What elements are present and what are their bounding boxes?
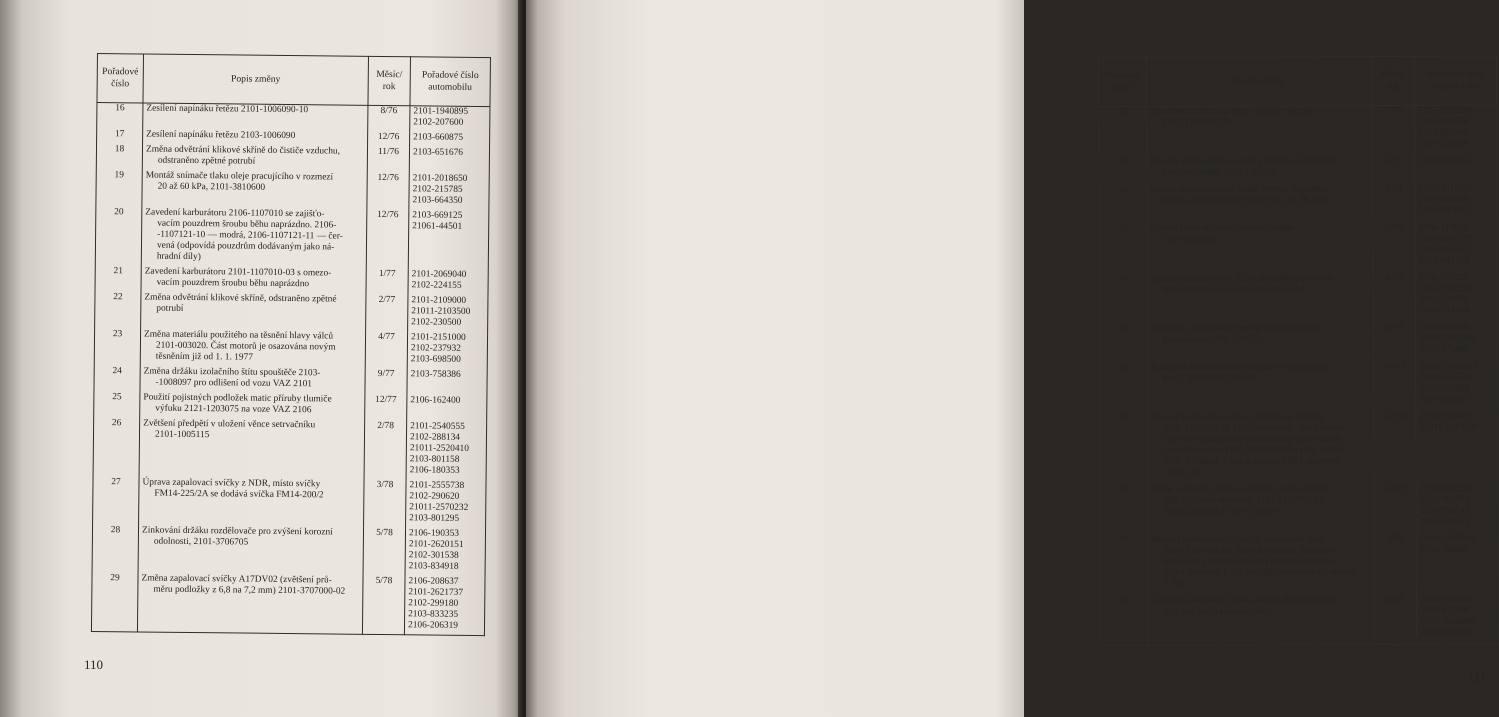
car-number: 2102-301538 [408, 549, 459, 561]
changes-table-left [91, 53, 491, 636]
table-row [95, 291, 488, 332]
row-number: 36 [1100, 412, 1148, 484]
car-number: 2101-1940895 [413, 106, 469, 117]
row-number: 33 [1099, 273, 1147, 323]
car-number: 2103-983321 [1419, 394, 1470, 405]
table-row [94, 365, 487, 395]
description-line: Zesílení napínáku řetězu 2103-1006090 [146, 129, 296, 141]
description-line: 2105-1107010-20 s příslušenstvím. Nový karbu- [1163, 422, 1346, 434]
car-number: 2101-3268210 [1419, 533, 1475, 544]
car-number: 2101-2109000 [411, 294, 467, 306]
car-numbers [406, 480, 486, 529]
change-date: 2/78 [364, 420, 407, 479]
description-line: rátor lze montovat na staré motory pouze spolu [1163, 433, 1341, 445]
change-description [138, 525, 363, 575]
car-number: 2101-3167520 [1419, 372, 1474, 383]
description-line: Změna místa označení bloků motorů, doplněna [1150, 183, 1327, 195]
car-numbers [1416, 361, 1498, 411]
row-number: 19 [96, 169, 142, 206]
description-line: Zesílení napínáku řetězu 2101-1006090-10 [146, 103, 309, 116]
car-number: 2101-3167200 [1418, 333, 1474, 344]
description-line: Přímé seříznutí výfukové trubky, nové značení [1151, 483, 1327, 495]
description-line: Změna odvětrání klikové skříně do čističe vzduchu, [145, 144, 340, 157]
left-page [0, 0, 522, 717]
table-body [1099, 105, 1499, 645]
table-body [91, 103, 490, 636]
car-numbers [409, 147, 489, 174]
car-numbers [404, 576, 485, 636]
description-line: Montáž snímače tlaku oleje pracujícího v rozmezí [145, 170, 334, 182]
table-row [1100, 483, 1498, 534]
car-number: 2101-2069040 [411, 268, 467, 280]
change-date: 12/79 [1374, 483, 1416, 533]
car-number: 2103-669125 [412, 209, 463, 221]
change-description [1147, 156, 1373, 185]
car-number: 2103-995541 [1419, 505, 1470, 516]
car-number: 2102-375400 [1419, 344, 1470, 355]
row-number: 35 [1100, 362, 1148, 412]
car-number: 2103-758386 [410, 368, 461, 380]
description-line: kat. č. 2101-1002060-01 [1163, 372, 1256, 384]
car-numbers [408, 210, 489, 270]
row-number: 39 [1100, 595, 1148, 645]
car-number: 21011-2570232 [409, 501, 469, 513]
car-number: 2103-801295 [409, 512, 460, 524]
car-number: 21011-2103500 [411, 305, 471, 317]
car-number: 2106-359660 [1419, 411, 1470, 422]
car-number: 2102-224155 [411, 279, 462, 291]
description-line: č. 36). [1163, 578, 1188, 589]
table-row [95, 265, 488, 295]
description-line: výfuku 2121-1203075 na voze VAZ 2106 [155, 403, 312, 415]
change-date: 5/79 [1373, 155, 1415, 183]
car-number: 2102-299180 [408, 597, 459, 609]
table-row [1099, 322, 1497, 362]
car-number: 2101-2621737 [408, 586, 464, 598]
changes-table-right [1098, 56, 1499, 646]
table-row [1099, 105, 1497, 156]
table-row [96, 144, 489, 174]
row-number: 34 [1099, 323, 1147, 362]
row-number: 17 [97, 129, 143, 144]
row-number: 31 [1099, 156, 1147, 184]
table-row [94, 391, 487, 421]
row-number: 18 [96, 144, 142, 170]
row-number: 33 [1099, 223, 1147, 273]
change-description [1148, 362, 1374, 413]
description-line: bily s motorem 1 200 cm³ (příslušenství viz změna [1163, 566, 1355, 578]
row-number: 38 [1100, 534, 1148, 595]
change-date: 2/77 [366, 294, 408, 331]
header-car-number: Pořadové číslo automobilu [410, 57, 491, 107]
car-number: 2106-350548 [1418, 322, 1469, 333]
car-number: 2102-230500 [411, 316, 462, 328]
description-line: dílů výfukové soustavy: 2101-1201005-01, [1163, 494, 1326, 506]
change-date: 3/78 [364, 479, 407, 527]
table-header [1099, 56, 1497, 106]
change-description [1148, 595, 1374, 646]
description-line: Montáž výfukového potrubí s přímým seříznutím [1150, 155, 1336, 167]
description-line: FM14-225/2A se dodává svíčka FM14-200/2 [154, 488, 324, 500]
header-month-year: Měsíc/ rok [368, 56, 411, 105]
table-row [93, 417, 487, 480]
description-line: Zinkování držáku rozdělovače pro zvýšení korozní [141, 524, 333, 537]
change-date: 5/78 [363, 527, 406, 575]
change-description [140, 392, 365, 420]
description-line: Změna materiálu použitého na těsnění hlavy válců [144, 329, 334, 341]
car-number: 2103-833235 [408, 608, 459, 620]
description-line: Použití pojistných podložek matic příruby tlumiče [143, 392, 332, 404]
row-number: 37 [1100, 484, 1148, 534]
car-number: 2106-320120 [1418, 272, 1469, 283]
description-line: vat pouze s příslušenstvím i na starší automo- [1163, 555, 1335, 567]
car-numbers [1415, 155, 1497, 183]
car-number: 2101-2018650 [412, 172, 468, 184]
description-line: Změna držáku izolačního štítu spouštěče 2103- [143, 366, 321, 378]
car-number: 2102-355634 [1418, 194, 1469, 205]
description-line: vená (odpovídá pouzdrům dodávaným jako ná- [156, 240, 335, 252]
description-line: Úprava zapalovací svíčky z NDR, místo svíčky [142, 477, 321, 489]
car-numbers [1415, 272, 1497, 322]
car-numbers [409, 173, 489, 211]
change-description [142, 144, 367, 172]
car-number: 2103-974164 [1418, 305, 1469, 316]
description-line: ústrojí řetězu za účelem snížení hluku [1162, 283, 1305, 295]
car-numbers [407, 395, 487, 422]
change-description [1147, 273, 1373, 324]
car-number: 2102-389402 [1419, 544, 1470, 555]
description-line: -1008097 pro odlišení od vozu VAZ 2101 [155, 377, 313, 389]
table-row [1099, 183, 1497, 223]
table-row [91, 572, 485, 635]
car-numbers [1415, 183, 1497, 222]
car-numbers [408, 269, 488, 296]
car-number: 2101-2620151 [408, 538, 464, 550]
description-line: těsněním již od 1. 1. 1977 [155, 351, 254, 363]
right-page [526, 0, 1487, 717]
change-date: 9/77 [365, 368, 407, 394]
car-number: 2103-850347 [1418, 127, 1469, 138]
car-number: 2103-664350 [412, 194, 463, 206]
change-description [140, 329, 365, 368]
change-date: 4/77 [365, 331, 407, 368]
header-description: Popis změny [1147, 57, 1373, 107]
change-description [1148, 484, 1374, 535]
change-description [141, 292, 366, 331]
change-description [1147, 223, 1373, 274]
table-row [95, 206, 489, 269]
car-number: 21011-3143610 [1419, 361, 1479, 372]
header-description: Popis změny [143, 54, 369, 105]
car-number: 2101-2555738 [409, 479, 465, 491]
description-line: 2101-003020. Část motorů je osazována novým [155, 340, 336, 353]
car-number: 2102-290620 [409, 490, 460, 502]
car-number: 2102-412600 [1419, 605, 1470, 616]
car-numbers [410, 132, 490, 148]
description-line: odstraněno zpětné potrubí [157, 155, 256, 167]
car-number: 2102-375628 [1419, 383, 1470, 394]
row-number: 32 [1099, 184, 1147, 223]
table-row [1100, 411, 1498, 484]
change-description [140, 366, 365, 394]
car-numbers [1415, 105, 1497, 155]
car-number: 2103-698500 [410, 353, 461, 365]
table-row [97, 103, 490, 133]
car-number: 2103-945853 [1418, 205, 1469, 216]
car-number: 2106-310894 [1418, 155, 1469, 166]
change-description [141, 266, 366, 294]
row-number: 27 [93, 476, 140, 524]
description-line: Použito žebrované víko rozvodu o větší tuhosti, [1151, 361, 1330, 373]
page-number: 111 [1468, 670, 1487, 685]
table-row [94, 328, 487, 369]
change-description [1147, 184, 1373, 224]
description-line: potrubí [156, 303, 184, 314]
change-description [139, 418, 365, 479]
change-description [1147, 323, 1373, 363]
change-date: 5/78 [362, 575, 405, 634]
table-row [1099, 155, 1497, 184]
car-number: 2101-2540555 [410, 420, 465, 432]
row-number: 28 [92, 524, 139, 572]
change-description [142, 170, 367, 209]
change-description [141, 207, 367, 268]
row-number: 21 [95, 265, 141, 291]
car-number: 2106-208637 [408, 575, 459, 587]
car-numbers [1416, 533, 1498, 594]
car-number: 2101-3130265 [1418, 283, 1474, 294]
change-date: 5/79 [1373, 222, 1415, 272]
change-date: 12/76 [367, 172, 409, 209]
description-line: měru podložky z 6,8 na 7,2 mm) 2101-3707000-02 [153, 584, 346, 597]
change-date: 9/79 [1373, 322, 1415, 361]
car-number: 21011-3217930 [1419, 422, 1479, 433]
description-line: 2102-1201003 a 2103-1201005 [1163, 505, 1282, 517]
table-row [92, 524, 485, 576]
table-row [1100, 533, 1498, 595]
change-date: 1/80 [1374, 533, 1416, 594]
header-number: Pořadové číslo [1099, 57, 1147, 106]
table-header [97, 54, 490, 107]
row-number: 22 [95, 291, 141, 328]
description-line: 2101-1005115 [154, 429, 210, 440]
description-line: hradní díly) [156, 251, 201, 262]
car-number: 2101-3201861 [1419, 483, 1475, 494]
car-number: 2103-651676 [412, 146, 464, 158]
table-row [96, 169, 489, 210]
description-line: odolnosti, 2101-3706705 [153, 536, 249, 548]
change-description [1147, 106, 1373, 157]
description-line: vacím pouzdrem šroubu běhu naprázdno. 2106- [157, 218, 337, 231]
change-description [139, 477, 364, 527]
row-number: 29 [91, 572, 138, 631]
description-line: Změna rozměrů tyčky 2101-1006068 napínacího [1150, 272, 1335, 284]
car-number: 2103-1059286 [1419, 616, 1475, 627]
car-numbers [408, 295, 488, 333]
row-number: 23 [94, 328, 140, 365]
description-line: Zvětšení předpětí v uložení věnce setrvačníku [143, 418, 316, 430]
description-line: Montáž karburátoru Ozon 20 katalogové číslo [1151, 411, 1324, 423]
car-number: 2103-660875 [413, 131, 464, 143]
car-number: 2103-801158 [409, 453, 460, 465]
car-number: 2106-162400 [410, 394, 461, 406]
change-date: 10/79 [1374, 361, 1416, 411]
description-line: -1107121-10 — modrá, 2106-1107121-11 — čer- [157, 229, 343, 242]
description-line: 20 až 60 kPa, 2101-3810600 [157, 181, 266, 193]
change-date: 7/78 [1373, 105, 1415, 155]
row-number: 25 [94, 391, 140, 417]
car-number: 2106-223854 [1418, 138, 1469, 149]
car-number: 2102-310956 [1418, 116, 1469, 127]
car-number: 21061-44501 [412, 220, 463, 232]
car-numbers [1415, 322, 1497, 361]
row-number: 16 [97, 103, 143, 129]
car-numbers [1416, 483, 1498, 533]
table-row [1100, 594, 1498, 645]
description-line: 2103-1109010-10 [1162, 117, 1230, 128]
page-number: 110 [84, 657, 104, 672]
change-date: 5/79 [1373, 183, 1415, 222]
car-number: 2106-190353 [408, 527, 460, 539]
car-number: 2102-381734 [1419, 494, 1470, 505]
car-number: 2102-215785 [412, 183, 463, 195]
description-line: Úprava tvaru opěry vačkového hřídele [1150, 222, 1295, 234]
description-line: Montáž karburátoru Ozon 20 katalogové číslo [1151, 533, 1325, 545]
change-description [143, 103, 368, 131]
description-line: karburátoru 2101-1107021 [1162, 333, 1264, 345]
description-line: Zavedení karburátoru 2106-1107010 se zajišťo- [145, 207, 325, 219]
car-numbers [410, 106, 490, 133]
change-description [1148, 412, 1374, 485]
table-row [1100, 361, 1498, 412]
car-number: 2106-370675 [1419, 516, 1470, 527]
change-date: 12/79 [1374, 411, 1416, 483]
row-number: 30 [1099, 106, 1147, 156]
description-line: Z důvodu zabránění úniku oleje je zkosena hrana [1151, 594, 1336, 606]
change-date: 1/77 [366, 268, 408, 294]
description-line: Změna odvětrání klikové skříně, odstraněno zpětné [144, 292, 337, 305]
car-number: 2103-942154 [1418, 255, 1469, 266]
car-numbers [405, 528, 485, 577]
car-number: 2102-370875 [1418, 294, 1469, 305]
car-number: 2101-2683268 [1418, 105, 1473, 116]
car-number: 2102-354125 [1418, 244, 1469, 255]
description-line: díry pod hrdlo snímače oleje [1163, 605, 1272, 617]
car-number: 2102-207600 [413, 117, 464, 128]
header-number: Pořadové číslo [97, 54, 144, 103]
change-date: 12/76 [366, 209, 409, 268]
description-line: koncové trubky 2106-1201005 [1162, 166, 1279, 178]
row-number: 26 [93, 417, 140, 476]
change-date: 12/76 [368, 131, 410, 146]
description-line: 2101-3706604. Týká se automobilů s motorem [1163, 455, 1340, 467]
description-line: 2101-1006018 [1162, 234, 1218, 245]
change-description [1148, 534, 1374, 596]
car-numbers [1416, 594, 1498, 644]
car-number: 2103-834918 [408, 560, 459, 572]
description-line: Zavedeno značení na tělese čističe vzduchu [1150, 106, 1314, 117]
car-number: 2106-206319 [407, 619, 459, 631]
description-line: vacím pouzdrem šroubu běhu naprázdno [156, 277, 310, 289]
change-description [137, 573, 363, 634]
description-line: Upuštěno od montáže tepelně izolačního štítu [1150, 322, 1323, 334]
car-numbers [406, 421, 487, 481]
table-row [1099, 272, 1497, 323]
car-number: 2101-3018123 [1418, 183, 1474, 194]
change-date: 8/76 [368, 105, 410, 131]
car-number: 2101-3015785 [1418, 233, 1474, 244]
change-date: 8/79 [1373, 272, 1415, 322]
car-numbers [1415, 222, 1497, 272]
table-row [1099, 222, 1497, 273]
description-line: značka na levé straně bloku: 01, 03, 06, 011 [1162, 194, 1327, 206]
table-row [93, 476, 486, 528]
car-number: 21011-2520410 [409, 442, 469, 454]
description-line: 1 300 cm³ [1163, 467, 1202, 478]
header-car-number: Pořadové číslo automobilu [1414, 56, 1496, 105]
car-number: 2101-3441076 [1419, 594, 1475, 605]
description-line: Zavedení karburátoru 2101-1107010-03 s omezo- [144, 266, 332, 278]
car-number: 2101-2151000 [410, 331, 466, 343]
car-number: 2106-318634 [1418, 222, 1469, 233]
row-number: 20 [95, 206, 142, 265]
car-number: 2102-237932 [410, 342, 461, 354]
description-line: Změna zapalovací svíčky A17DV02 (zvětšení prů- [141, 572, 332, 585]
row-number: 24 [94, 365, 140, 391]
change-date: 12/77 [365, 394, 407, 420]
change-date: 6/80 [1374, 594, 1416, 644]
car-numbers [1416, 411, 1498, 483]
change-date: 11/76 [367, 146, 409, 172]
description-line: 2105-1107010-20. Nový karburátor lze monto- [1163, 544, 1341, 556]
car-number: 2106-436704 [1419, 627, 1471, 638]
description-line: s rozdělovačem 2101-3706010-10 a přív. hadicí [1163, 444, 1343, 456]
car-number: 2106-180353 [409, 464, 460, 476]
car-number: 2102-288134 [409, 431, 461, 443]
car-numbers [407, 369, 487, 396]
car-numbers [407, 332, 487, 370]
header-month-year: Měsíc/ rok [1373, 56, 1415, 105]
